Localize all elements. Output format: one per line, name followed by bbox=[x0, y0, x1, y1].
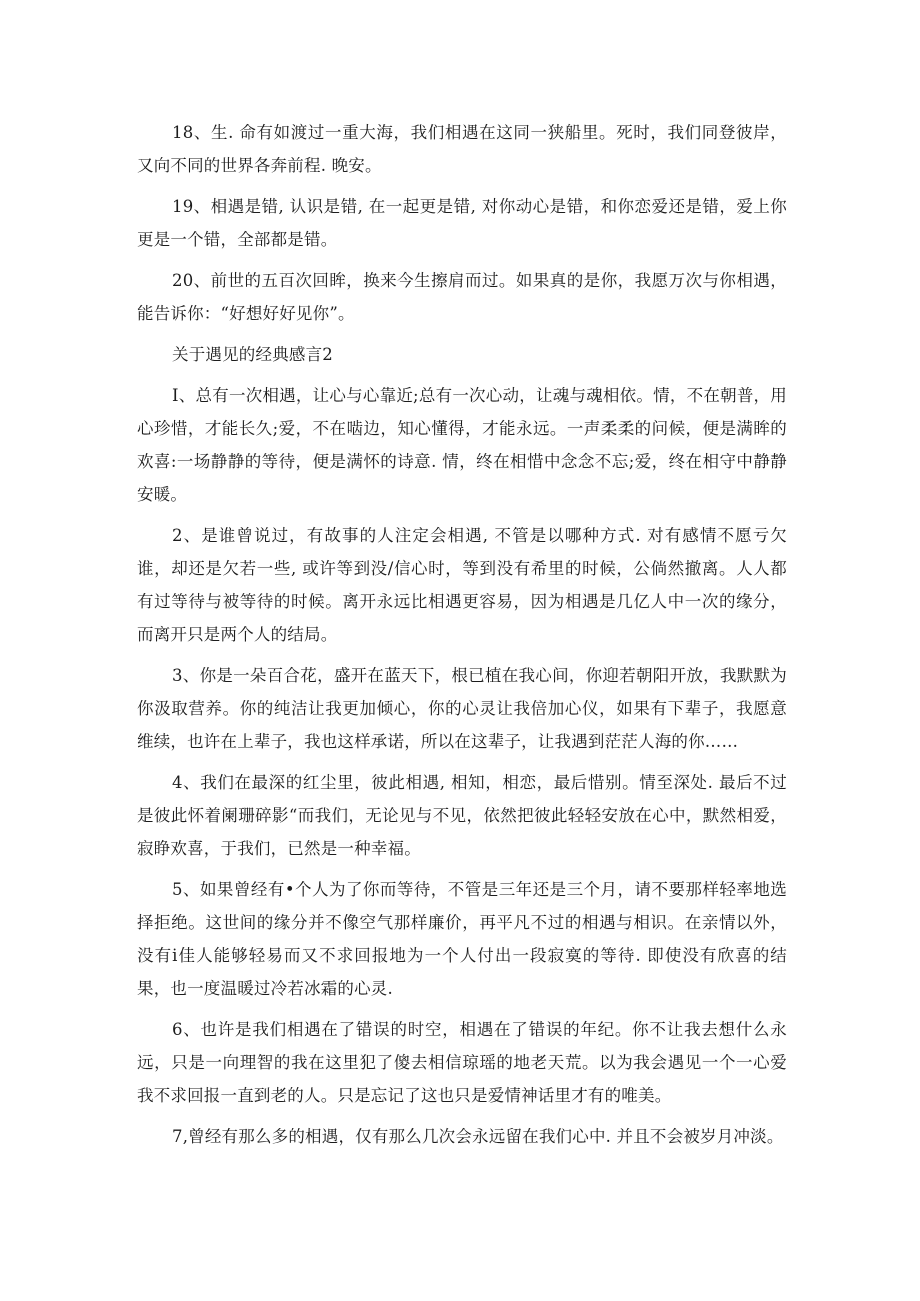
paragraph-2: 2、是谁曾说过，有故事的人注定会相遇, 不管是以哪种方式. 对有感情不愿亏欠谁，却还是欠若一些, 或许等到没/信心时，等到没有希里的时候，公倘然撤离。人人都有过等待与被等待的时候。离开永远比相遇更容易，因为相遇是几亿人中一次的缘分，而离开只是两个人的结局。 bbox=[137, 526, 787, 644]
paragraph-4: 4、我们在最深的红尘里，彼此相遇, 相知，相恋，最后惜别。情至深处. 最后不过是彼此怀着阑珊碎影“而我们，无论见与不见，依然把彼此轻轻安放在心中，默然相爱，寂睁欢喜，于我们，已然是一种幸福。 bbox=[137, 773, 787, 858]
document-body bbox=[137, 116, 787, 1161]
paragraph-18: 18、生. 命有如渡过一重大海，我们相遇在这同一狭船里。死时，我们同登彼岸，又向不同的世界各奔前程. 晚安。 bbox=[137, 123, 787, 175]
paragraph-6: 6、也许是我们相遇在了错误的时空，相遇在了错误的年纪。你不让我去想什么永远，只是一向理智的我在这里犯了傻去相信琼瑶的地老天荒。以为我会遇见一个一心爱我不求回报一直到老的人。只是忘记了这也只是爱情神话里才有的唯美。 bbox=[137, 1020, 787, 1105]
paragraph-19: 19、相遇是错, 认识是错, 在一起更是错, 对你动心是错，和你恋爱还是错，爱上你更是一个错，全部都是错。 bbox=[137, 197, 787, 249]
paragraph-1: I、总有一次相遇，让心与心靠近;总有一次心动，让魂与魂相依。情，不在朝普，用心珍惜，才能长久;爱，不在啮边，知心懂得，才能永远。一声柔柔的问候，便是满眸的欢喜:一场静静的等待，便是满怀的诗意. 情，终在相惜中念念不忘;爱，终在相守中静静安暖。 bbox=[137, 386, 787, 504]
section-heading: 关于遇见的经典感言2 bbox=[172, 345, 333, 364]
paragraph-3: 3、你是一朵百合花，盛开在蓝天下，根已植在我心间，你迎若朝阳开放，我默默为你汲取营养。你的纯洁让我更加倾心，你的心灵让我倍加心仪，如果有下辈子，我愿意维续，也许在上辈子，我也这样承诺，所以在这辈子，让我遇到茫茫人海的你…… bbox=[137, 666, 787, 751]
paragraph-20: 20、前世的五百次回眸，换来今生擦肩而过。如果真的是你，我愿万次与你相遇，能告诉你：“好想好好见你”。 bbox=[137, 271, 787, 323]
paragraph-7: 7,曾经有那么多的相遇，仅有那么几次会永远留在我们心中. 并且不会被岁月冲淡。 bbox=[172, 1127, 784, 1146]
paragraph-5: 5、如果曾经有•个人为了你而等待，不管是三年还是三个月，请不要那样轻率地选择拒绝。这世间的缘分并不像空气那样廉价，再平凡不过的相遇与相识。在亲情以外，没有i佳人能够轻易而又不求回报地为一个人付出一段寂寞的等待. 即使没有欣喜的结果，也一度温暖过冷若冰霜的心灵. bbox=[137, 880, 787, 998]
